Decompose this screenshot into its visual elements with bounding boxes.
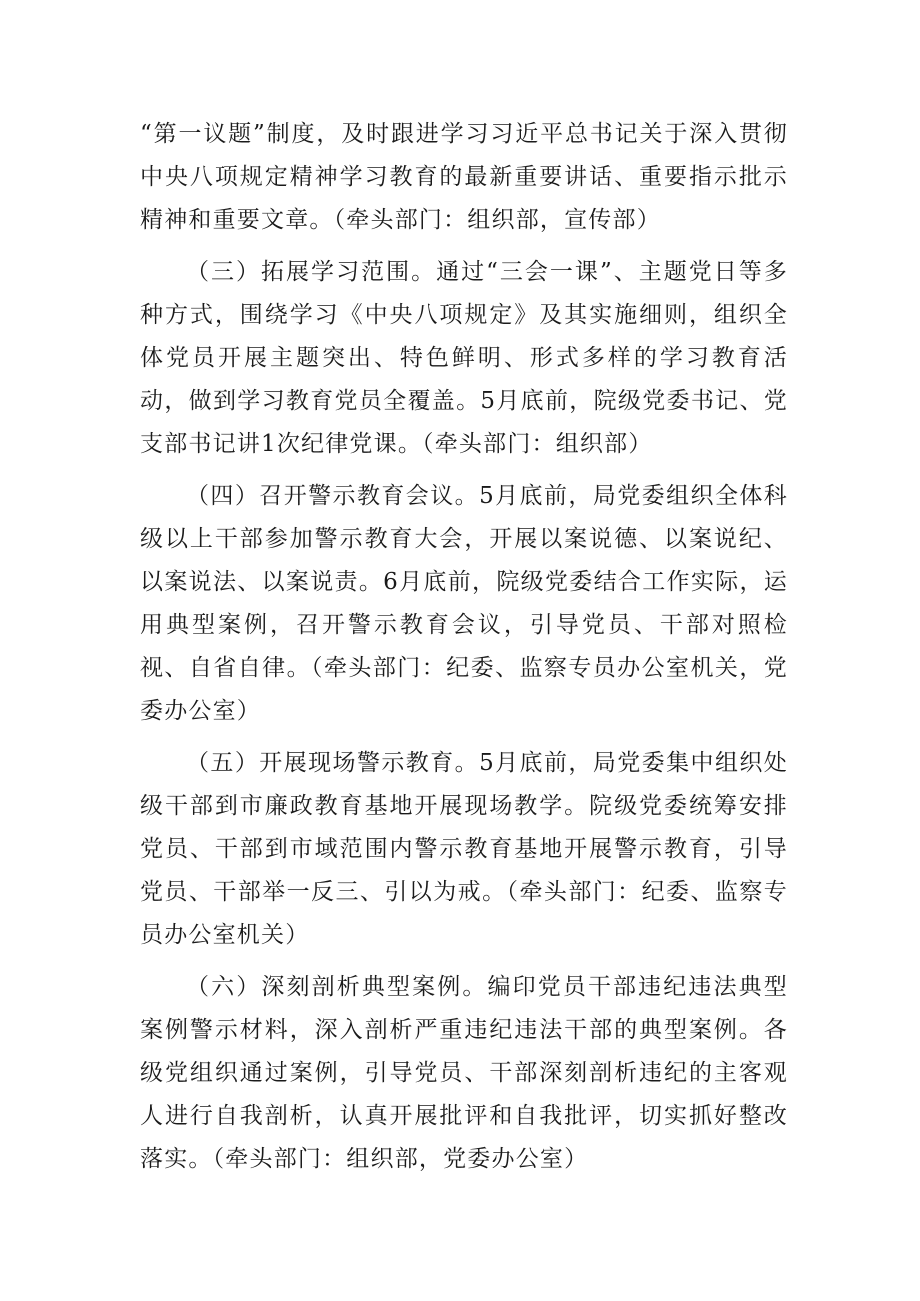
paragraph-first-topic-system: “第一议题”制度，及时跟进学习习近平总书记关于深入贯彻中央八项规定精神学习教育的最新重要讲话、重要指示批示精神和重要文章。（牵头部门：组织部，宣传部） [140,121,788,233]
paragraph-warning-education-meeting: （四）召开警示教育会议。5月底前，局党委组织全体科级以上干部参加警示教育大会，开展以案说德、以案说纪、以案说法、以案说责。6月底前，院级党委结合工作实际，运用典型案例，召开警示教育会议，引导党员、干部对照检视、自省自律。（牵头部门：纪委、监察专员办公室机关，党委办公室） [140,483,788,724]
paragraph-expand-study-scope: （三）拓展学习范围。通过“三会一课”、主题党日等多种方式，围绕学习《中央八项规定》及其实施细则，组织全体党员开展主题突出、特色鲜明、形式多样的学习教育活动，做到学习教育党员全覆盖。5月底前，院级党委书记、党支部书记讲1次纪律党课。（牵头部门：组织部） [140,259,788,457]
paragraph-on-site-warning-education: （五）开展现场警示教育。5月底前，局党委集中组织处级干部到市廉政教育基地开展现场教学。院级党委统筹安排党员、干部到市域范围内警示教育基地开展警示教育，引导党员、干部举一反三、引以为戒。（牵头部门：纪委、监察专员办公室机关） [140,750,788,948]
document-page [140,113,788,1190]
paragraph-typical-case-analysis: （六）深刻剖析典型案例。编印党员干部违纪违法典型案例警示材料，深入剖析严重违纪违法干部的典型案例。各级党组织通过案例，引导党员、干部深刻剖析违纪的主客观人进行自我剖析，认真开展批评和自我批评，切实抓好整改落实。（牵头部门：组织部，党委办公室） [140,974,788,1172]
